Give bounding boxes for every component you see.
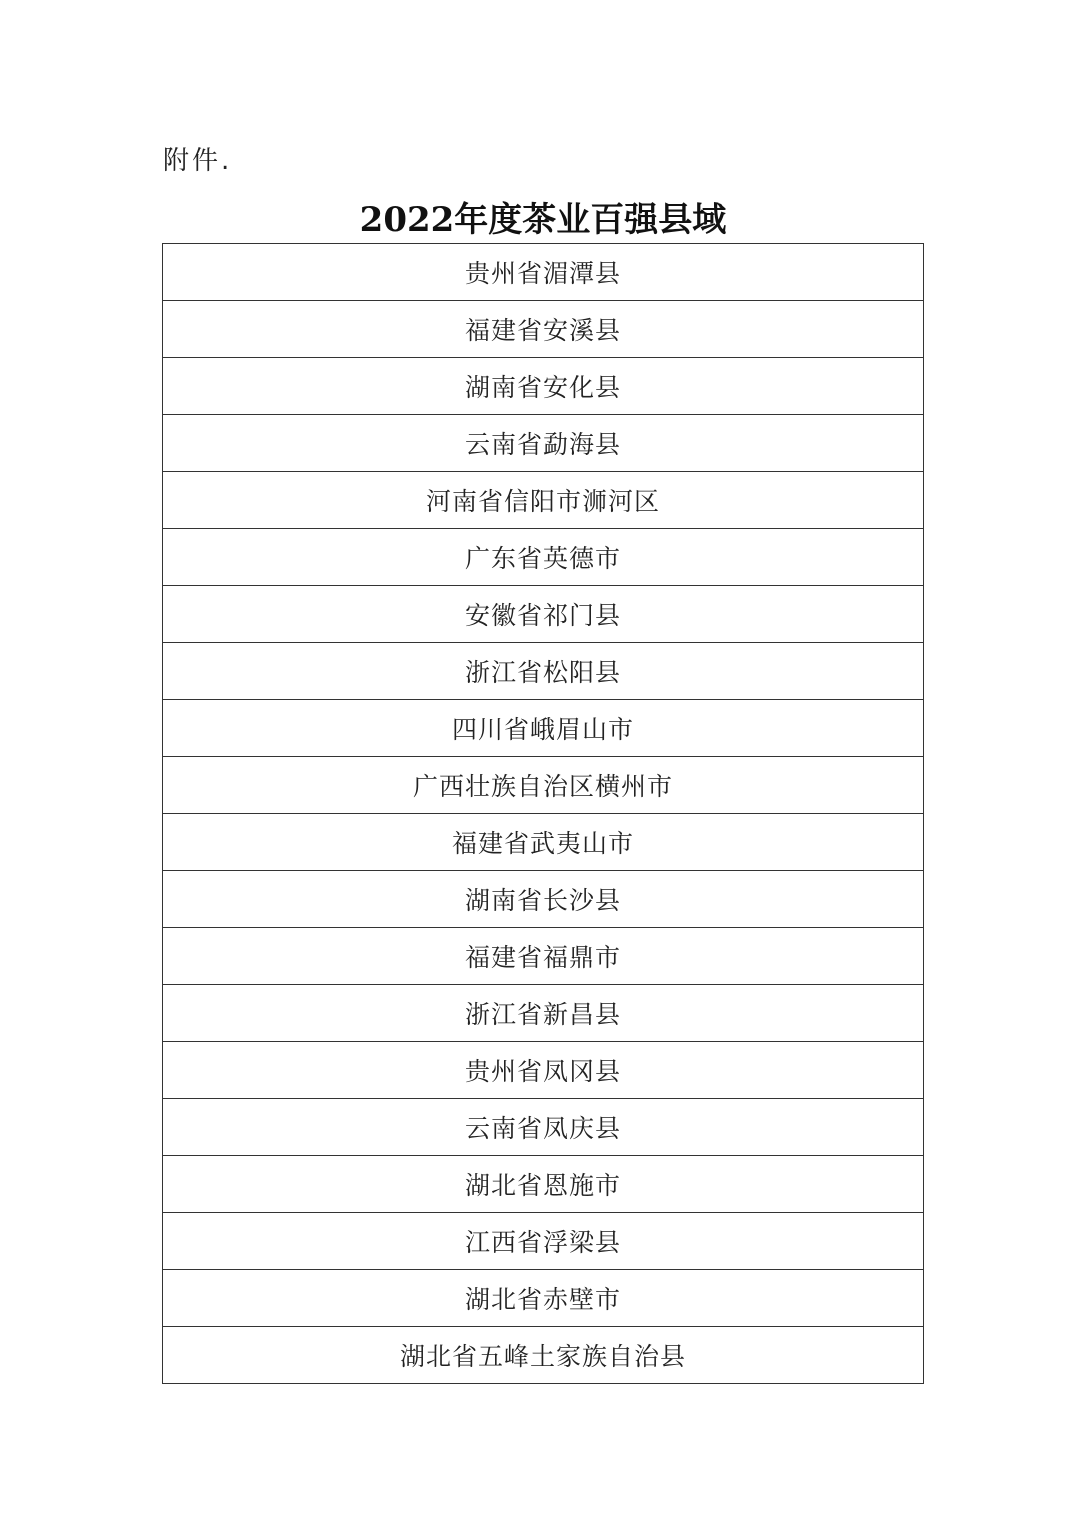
table-row [163,757,924,814]
county-cell: 云南省凤庆县 [163,1099,924,1156]
county-cell: 河南省信阳市浉河区 [163,472,924,529]
table-row [163,244,924,301]
page-title: 2022年度茶业百强县域 [359,200,727,240]
table-row [163,529,924,586]
table-row [163,415,924,472]
table-row [163,985,924,1042]
table-row [163,586,924,643]
table-row [163,928,924,985]
county-table [162,243,924,1384]
county-cell: 湖北省赤壁市 [163,1270,924,1327]
county-cell: 广西壮族自治区横州市 [163,757,924,814]
county-cell: 浙江省新昌县 [163,985,924,1042]
county-cell: 广东省英德市 [163,529,924,586]
county-table-body [163,244,924,1384]
county-cell: 安徽省祁门县 [163,586,924,643]
county-cell: 贵州省凤冈县 [163,1042,924,1099]
county-cell: 江西省浮梁县 [163,1213,924,1270]
table-row [163,700,924,757]
county-cell: 四川省峨眉山市 [163,700,924,757]
county-cell: 福建省福鼎市 [163,928,924,985]
table-row [163,1156,924,1213]
table-row [163,1042,924,1099]
county-cell: 湖北省恩施市 [163,1156,924,1213]
table-row [163,358,924,415]
attachment-label: 附件. [163,146,233,176]
county-cell: 福建省武夷山市 [163,814,924,871]
county-cell: 云南省勐海县 [163,415,924,472]
table-row [163,1270,924,1327]
table-row [163,1213,924,1270]
table-row [163,472,924,529]
table-row [163,814,924,871]
table-row [163,871,924,928]
table-row [163,301,924,358]
county-cell: 湖南省长沙县 [163,871,924,928]
county-cell: 浙江省松阳县 [163,643,924,700]
county-cell: 贵州省湄潭县 [163,244,924,301]
table-row [163,1099,924,1156]
table-row [163,643,924,700]
county-cell: 湖北省五峰土家族自治县 [163,1327,924,1384]
county-cell: 福建省安溪县 [163,301,924,358]
table-row [163,1327,924,1384]
county-cell: 湖南省安化县 [163,358,924,415]
